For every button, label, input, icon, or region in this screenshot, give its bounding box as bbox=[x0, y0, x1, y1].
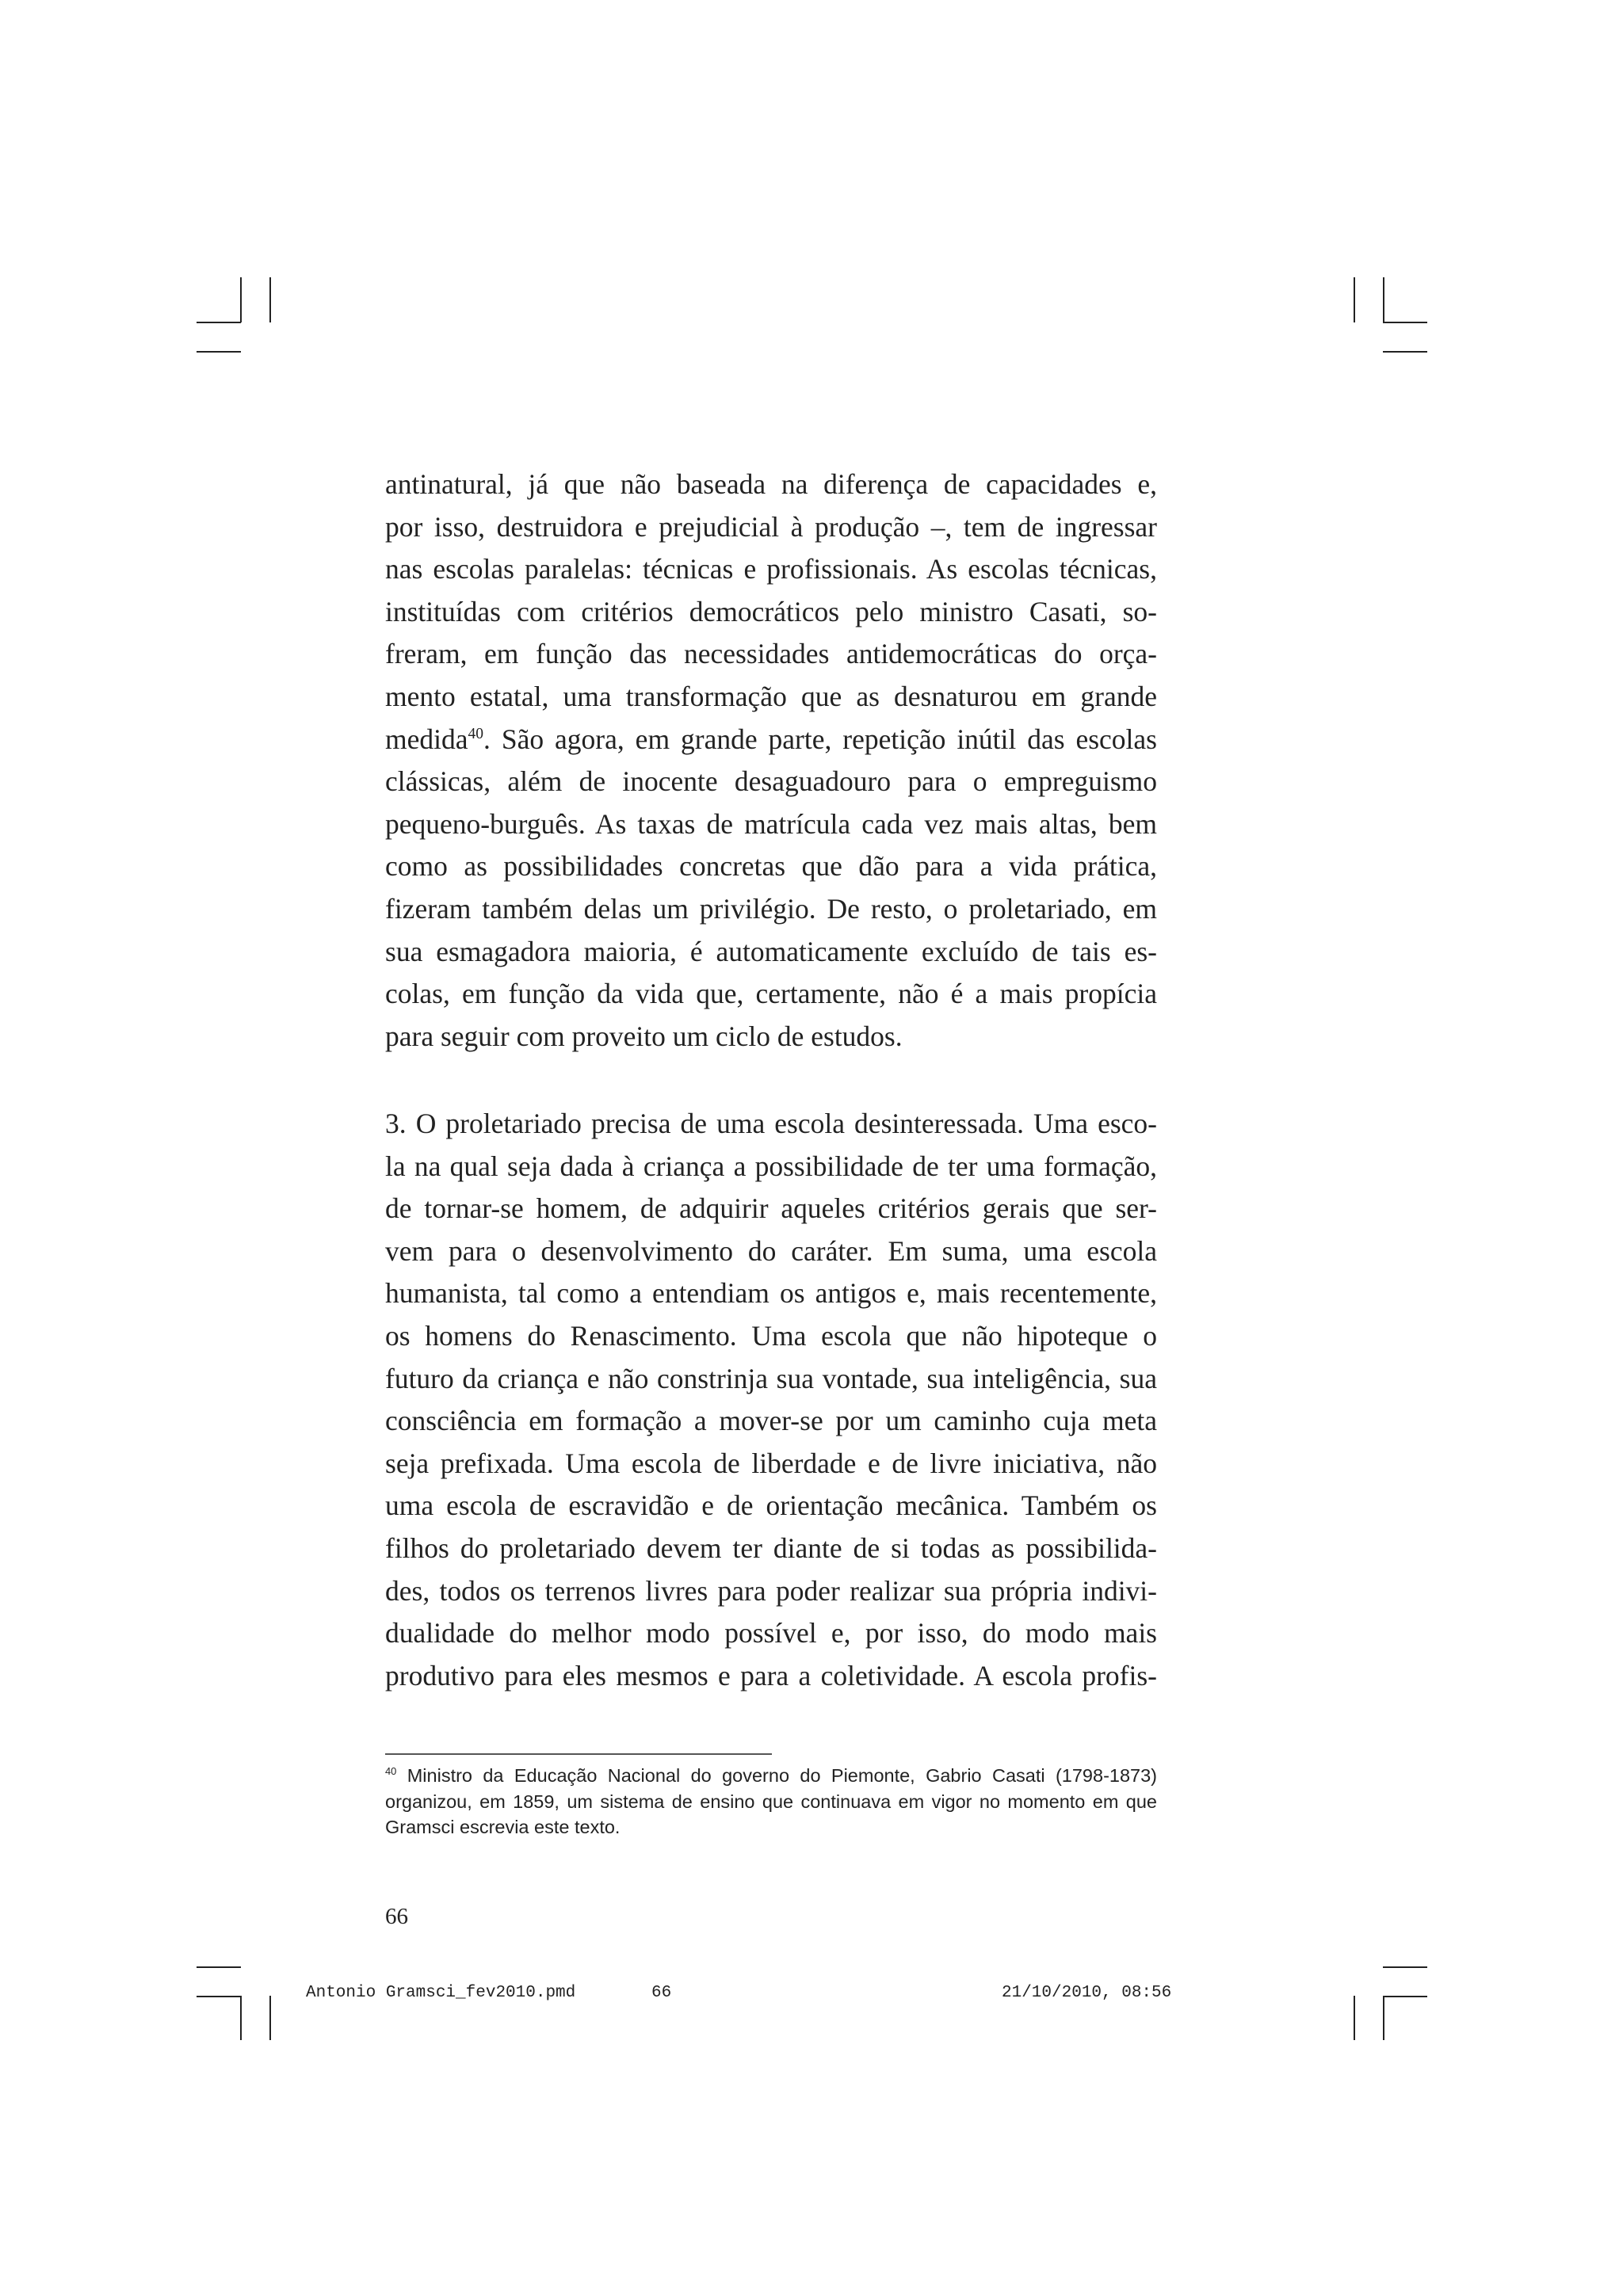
footnote-reference[interactable]: 40 bbox=[468, 725, 484, 742]
footnote-line: $^{40}$ Ministro da Educação Nacional do governo do Piemonte, Gabrio Casati (1798-1873) bbox=[385, 1765, 1157, 1786]
text-line: antinatural, já que não baseada na diferença de capacidades e, bbox=[385, 468, 1157, 500]
text-line: vem para o desenvolvimento do caráter. Em suma, uma escola bbox=[385, 1234, 1157, 1267]
text-line: seja prefixada. Uma escola de liberdade e de livre iniciativa, não bbox=[385, 1447, 1157, 1479]
crop-mark bbox=[1383, 277, 1384, 322]
text-line: 3. O proletariado precisa de uma escola desinteressada. Uma esco- bbox=[385, 1108, 1157, 1139]
footnote-number: 40 bbox=[385, 1765, 397, 1778]
text-line: humanista, tal como a entendiam os antigos e, mais recentemente, bbox=[385, 1277, 1157, 1310]
body-paragraph-1 bbox=[385, 463, 1157, 1058]
crop-mark bbox=[1383, 1966, 1427, 1968]
text-line: fizeram também delas um privilégio. De resto, o proletariado, em bbox=[385, 892, 1157, 925]
body-paragraph-2 bbox=[385, 1103, 1157, 1697]
slug-filename: Antonio Gramsci_fev2010.pmd bbox=[306, 1984, 576, 2002]
crop-mark bbox=[1383, 1996, 1427, 1997]
text-line: freram, em função das necessidades antidemocráticas do orça- bbox=[385, 638, 1157, 670]
text-line: como as possibilidades concretas que dão para a vida prática, bbox=[385, 850, 1157, 883]
crop-mark bbox=[197, 351, 241, 353]
text-line: pequeno-burguês. As taxas de matrícula cada vez mais altas, bem bbox=[385, 807, 1157, 840]
text-line: dualidade do melhor modo possível e, por isso, do modo mais bbox=[385, 1617, 1157, 1650]
text-line: nas escolas paralelas: técnicas e profissionais. As escolas técnicas, bbox=[385, 553, 1157, 585]
text-line: sua esmagadora maioria, é automaticamente excluído de tais es- bbox=[385, 935, 1157, 967]
text-line: os homens do Renascimento. Uma escola que não hipoteque o bbox=[385, 1319, 1157, 1352]
text-line: futuro da criança e não constrinja sua vontade, sua inteligência, sua bbox=[385, 1362, 1157, 1394]
text-line: des, todos os terrenos livres para poder realizar sua própria indivi- bbox=[385, 1574, 1157, 1607]
crop-mark bbox=[197, 1996, 241, 1997]
text-line: por isso, destruidora e prejudicial à produção –, tem de ingressar bbox=[385, 510, 1157, 543]
text-line: de tornar-se homem, de adquirir aqueles critérios gerais que ser- bbox=[385, 1192, 1157, 1225]
footnote-line: organizou, em 1859, um sistema de ensino que continuava em vigor no momento em que bbox=[385, 1791, 1157, 1812]
footnote-line: Gramsci escrevia este texto. bbox=[385, 1817, 621, 1837]
crop-mark bbox=[240, 1996, 242, 2040]
crop-mark bbox=[1354, 1996, 1355, 2040]
slug-datetime: 21/10/2010, 08:56 bbox=[1002, 1984, 1172, 2002]
text-line: filhos do proletariado devem ter diante de si todas as possibilida- bbox=[385, 1531, 1157, 1564]
crop-mark bbox=[1383, 351, 1427, 353]
text-line: clássicas, além de inocente desaguadouro para o empreguismo bbox=[385, 765, 1157, 798]
crop-mark bbox=[269, 277, 271, 322]
crop-mark bbox=[269, 1996, 271, 2040]
crop-mark bbox=[197, 322, 241, 323]
text-line: produtivo para eles mesmos e para a coletividade. A escola profis- bbox=[385, 1659, 1157, 1691]
text-line: consciência em formação a mover-se por um caminho cuja meta bbox=[385, 1405, 1157, 1437]
text-line: para seguir com proveito um ciclo de estudos. bbox=[385, 1020, 903, 1052]
text-line: mento estatal, uma transformação que as desnaturou em grande bbox=[385, 680, 1157, 712]
text-line: uma escola de escravidão e de orientação mecânica. Também os bbox=[385, 1489, 1157, 1522]
footnote-separator bbox=[385, 1753, 772, 1755]
text-line: instituídas com critérios democráticos pelo ministro Casati, so- bbox=[385, 595, 1157, 627]
crop-mark bbox=[1354, 277, 1355, 322]
text-line: la na qual seja dada à criança a possibilidade de ter uma formação, bbox=[385, 1150, 1157, 1182]
footnote-40 bbox=[385, 1763, 1157, 1840]
crop-mark bbox=[1383, 322, 1427, 323]
text-line: medida$^{40}$. São agora, em grande parte, repetição inútil das escolas bbox=[385, 723, 1157, 755]
slug-page: 66 bbox=[651, 1984, 672, 2002]
crop-mark bbox=[197, 1966, 241, 1968]
crop-mark bbox=[1383, 1996, 1384, 2040]
page-number: 66 bbox=[385, 1904, 408, 1929]
crop-mark bbox=[240, 277, 242, 322]
text-line: colas, em função da vida que, certamente, não é a mais propícia bbox=[385, 978, 1157, 1010]
